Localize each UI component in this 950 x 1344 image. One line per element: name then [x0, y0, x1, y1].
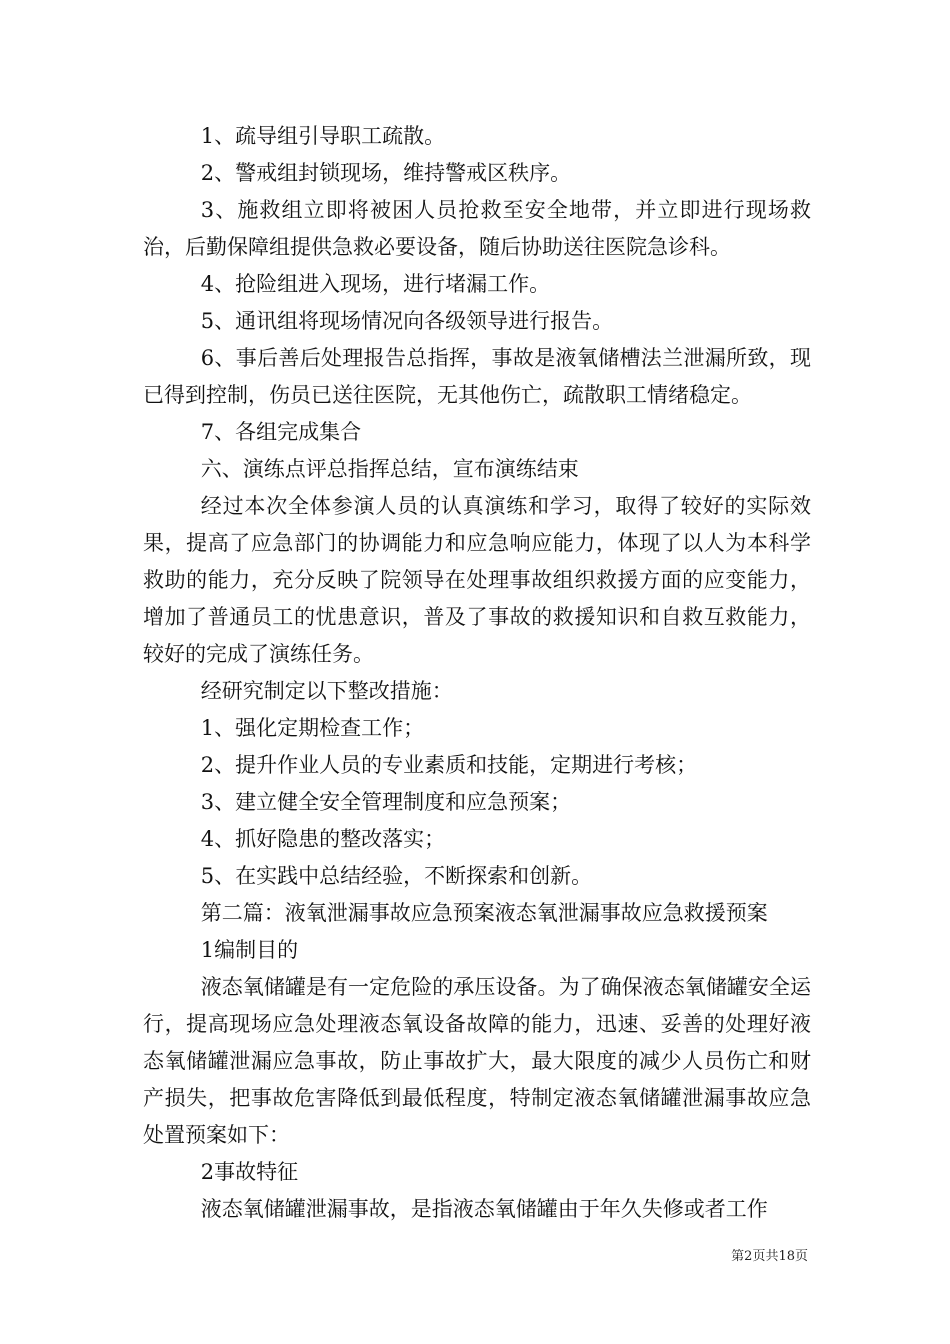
paragraph: 液态氧储罐是有一定危险的承压设备。为了确保液态氧储罐安全运行，提高现场应急处理液态氧设备故障的能力，迅速、妥善的处理好液态氧储罐泄漏应急事故，防止事故扩大，最大限度的减少人员伤亡和财产损失，把事故危害降低到最低程度，特制定液态氧储罐泄漏事故应急处置预案如下：: [143, 975, 811, 1147]
list-item: 1、强化定期检查工作；: [200, 716, 425, 740]
section-heading: 1编制目的: [200, 938, 299, 962]
paragraph: 3、施救组立即将被困人员抢救至安全地带，并立即进行现场救治，后勤保障组提供急救必要设备，随后协助送往医院急诊科。: [143, 198, 811, 259]
list-item: 4、抓好隐患的整改落实；: [200, 827, 446, 851]
paragraph: 液态氧储罐泄漏事故，是指液态氧储罐由于年久失修或者工作: [200, 1197, 768, 1221]
list-item: 5、在实践中总结经验，不断探索和创新。: [200, 864, 593, 888]
paragraph: 6、事后善后处理报告总指挥，事故是液氧储槽法兰泄漏所致，现已得到控制，伤员已送往医院，无其他伤亡，疏散职工情绪稳定。: [143, 346, 811, 407]
paragraph: 2、警戒组封锁现场，维持警戒区秩序。: [200, 161, 572, 185]
section-heading: 2事故特征: [200, 1160, 299, 1184]
paragraph: 5、通讯组将现场情况向各级领导进行报告。: [200, 309, 614, 333]
section-heading: 六、演练点评总指挥总结，宣布演练结束: [200, 457, 579, 481]
paragraph: 经研究制定以下整改措施：: [200, 679, 453, 703]
list-item: 2、提升作业人员的专业素质和技能，定期进行考核；: [200, 753, 698, 777]
list-item: 3、建立健全安全管理制度和应急预案；: [200, 790, 572, 814]
chapter-heading: 第二篇：液氧泄漏事故应急预案液态氧泄漏事故应急救援预案: [200, 901, 768, 925]
paragraph: 经过本次全体参演人员的认真演练和学习，取得了较好的实际效果，提高了应急部门的协调能力和应急响应能力，体现了以人为本科学救助的能力，充分反映了院领导在处理事故组织救援方面的应变能力，增加了普通员工的忧患意识，普及了事故的救援知识和自救互救能力，较好的完成了演练任务。: [143, 494, 811, 666]
page-number-footer: 第2页共18页: [731, 1249, 808, 1264]
paragraph: 4、抢险组进入现场，进行堵漏工作。: [200, 272, 551, 296]
paragraph: 7、各组完成集合: [200, 420, 362, 444]
document-body: [143, 118, 811, 1228]
paragraph: 1、疏导组引导职工疏散。: [200, 124, 446, 148]
